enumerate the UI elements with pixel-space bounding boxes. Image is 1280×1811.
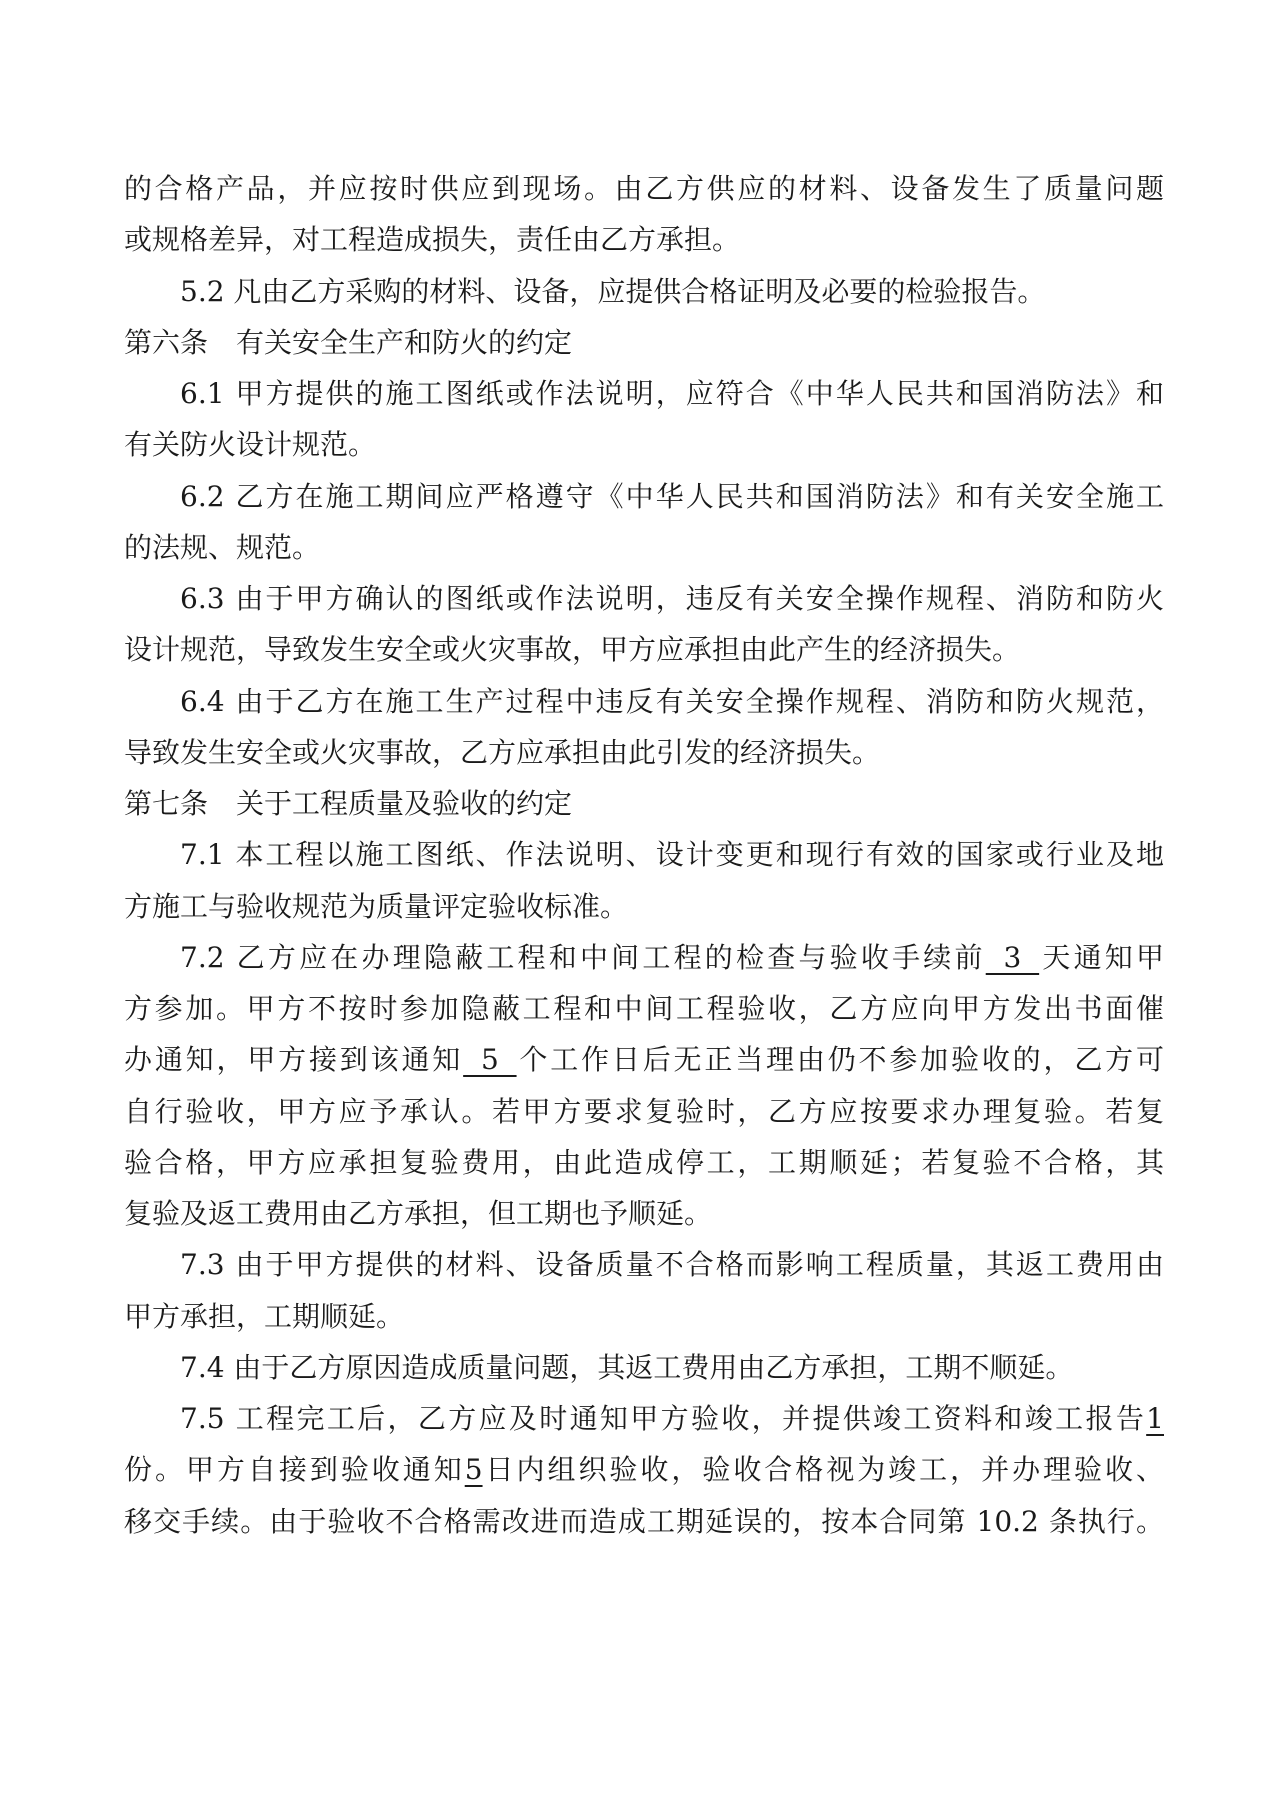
article-heading	[124, 317, 1164, 368]
paragraph-line	[124, 368, 1164, 419]
line-text: 份。甲方自接到验收通知	[124, 1453, 465, 1487]
paragraph-line	[124, 1034, 1164, 1085]
line-text: 7.5 工程完工后，乙方应及时通知甲方验收，并提供竣工资料和竣工报告	[180, 1402, 1147, 1435]
line-text: 的法规、规范。	[124, 530, 321, 564]
fill-in-blank: 1	[1146, 1402, 1164, 1435]
paragraph-line	[124, 1239, 1164, 1290]
article-number: 第六条	[124, 325, 209, 359]
line-text: 方参加。甲方不按时参加隐蔽工程和中间工程验收，乙方应向甲方发出书面催	[124, 992, 1164, 1025]
line-text: 方施工与验收规范为质量评定验收标准。	[124, 889, 629, 923]
line-text: 复验及返工费用由乙方承担，但工期也予顺延。	[124, 1197, 713, 1230]
line-text: 设计规范，导致发生安全或火灾事故，甲方应承担由此产生的经济损失。	[124, 633, 1021, 667]
line-text: 6.4 由于乙方在施工生产过程中违反有关安全操作规程、消防和防火规范，	[180, 684, 1164, 718]
paragraph-line	[124, 829, 1164, 880]
line-text: 甲方承担，工期顺延。	[124, 1299, 405, 1333]
paragraph-line	[124, 1188, 1164, 1239]
paragraph-line	[124, 1444, 1164, 1495]
paragraph-line	[124, 1496, 1164, 1547]
paragraph-line	[124, 727, 1164, 778]
article-number: 第七条	[124, 787, 209, 820]
line-text: 7.1 本工程以施工图纸、作法说明、设计变更和现行有效的国家或行业及地	[180, 838, 1164, 872]
paragraph-line	[124, 471, 1164, 522]
line-text: 天通知甲	[1039, 940, 1164, 974]
paragraph-line	[124, 1342, 1164, 1393]
line-text: 验合格，甲方应承担复验费用，由此造成停工，工期顺延；若复验不合格，其	[124, 1145, 1164, 1179]
line-text: 7.4 由于乙方原因造成质量问题，其返工费用由乙方承担，工期不顺延。	[180, 1350, 1074, 1384]
line-text: 6.2 乙方在施工期间应严格遵守《中华人民共和国消防法》和有关安全施工	[180, 479, 1164, 513]
line-text: 5.2 凡由乙方采购的材料、设备，应提供合格证明及必要的检验报告。	[180, 274, 1046, 308]
line-text: 7.2 乙方应在办理隐蔽工程和中间工程的检查与验收手续前	[180, 940, 986, 974]
paragraph-line	[124, 1393, 1164, 1444]
paragraph-line	[124, 1086, 1164, 1137]
line-text: 个工作日后无正当理由仍不参加验收的，乙方可	[516, 1043, 1164, 1077]
paragraph-line	[124, 522, 1164, 573]
paragraph-line	[124, 676, 1164, 727]
fill-in-blank: 5	[463, 1043, 517, 1077]
line-text: 有关防火设计规范。	[124, 428, 377, 462]
fill-in-blank: 3	[985, 940, 1040, 974]
article-title: 关于工程质量及验收的约定	[236, 787, 573, 820]
paragraph-line	[124, 983, 1164, 1034]
paragraph-line	[124, 932, 1164, 983]
line-text: 自行验收，甲方应予承认。若甲方要求复验时，乙方应按要求办理复验。若复	[124, 1094, 1164, 1128]
paragraph-line	[124, 1291, 1164, 1342]
paragraph-line	[124, 419, 1164, 470]
article-heading	[124, 778, 1164, 829]
paragraph-line	[124, 881, 1164, 932]
paragraph-line	[124, 624, 1164, 675]
line-text: 导致发生安全或火灾事故，乙方应承担由此引发的经济损失。	[124, 735, 881, 769]
line-text: 7.3 由于甲方提供的材料、设备质量不合格而影响工程质量，其返工费用由	[180, 1248, 1164, 1282]
document-body	[124, 163, 1164, 1547]
paragraph-line	[124, 266, 1164, 317]
paragraph-line	[124, 163, 1164, 214]
fill-in-blank: 5	[464, 1453, 483, 1487]
line-text: 6.1 甲方提供的施工图纸或作法说明，应符合《中华人民共和国消防法》和	[180, 377, 1164, 410]
line-text: 日内组织验收，验收合格视为竣工，并办理验收、	[482, 1453, 1164, 1487]
paragraph-line	[124, 1137, 1164, 1188]
line-text: 6.3 由于甲方确认的图纸或作法说明，违反有关安全操作规程、消防和防火	[180, 582, 1164, 615]
line-text: 或规格差异，对工程造成损失，责任由乙方承担。	[124, 223, 741, 257]
line-text: 办通知，甲方接到该通知	[124, 1043, 464, 1077]
line-text: 的合格产品，并应按时供应到现场。由乙方供应的材料、设备发生了质量问题	[124, 172, 1164, 205]
paragraph-line	[124, 573, 1164, 624]
line-text: 移交手续。由于验收不合格需改进而造成工期延误的，按本合同第 10.2 条执行。	[124, 1504, 1164, 1538]
paragraph-line	[124, 214, 1164, 265]
article-title: 有关安全生产和防火的约定	[236, 325, 573, 359]
